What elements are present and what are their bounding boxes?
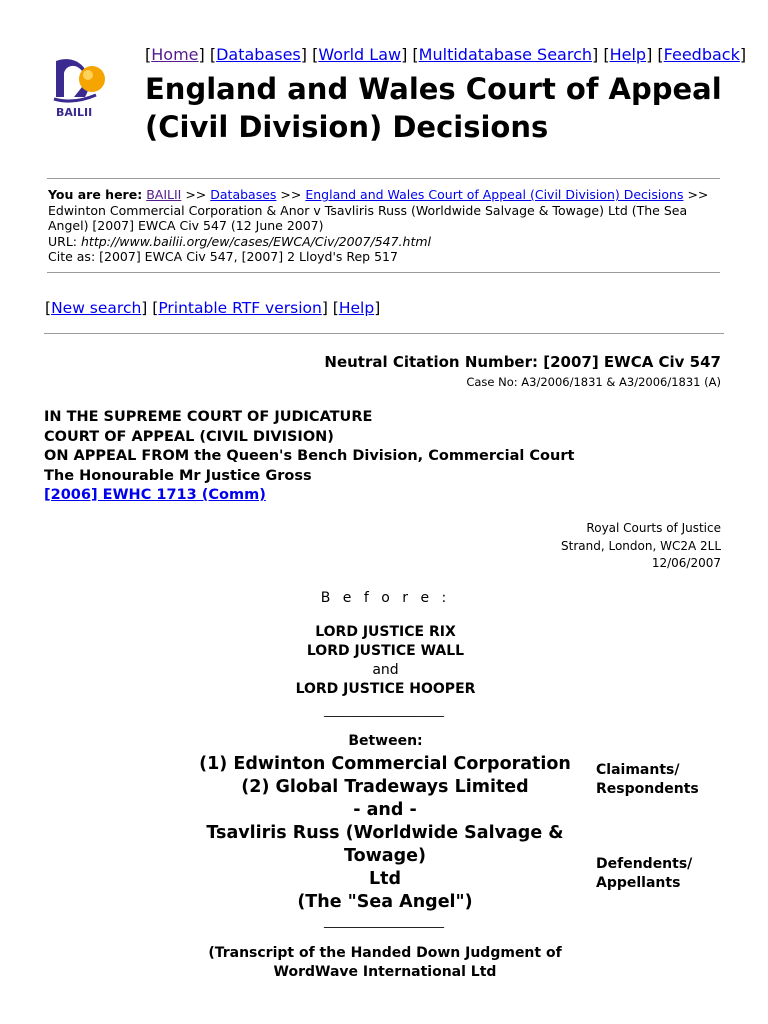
claimant-name: (1) Edwinton Commercial Corporation [199, 754, 571, 774]
breadcrumb-prefix: You are here: [48, 187, 143, 202]
bailii-logo-icon[interactable] [52, 53, 114, 119]
court-line: The Honourable Mr Justice Gross [44, 467, 312, 484]
page-title-line-2: (Civil Division) Decisions [145, 110, 549, 144]
judge-name: LORD JUSTICE WALL [306, 643, 465, 659]
breadcrumb-separator: >> [280, 187, 302, 202]
nav-feedback-link[interactable]: Feedback [663, 45, 740, 64]
court-line: ON APPEAL FROM the Queen's Bench Division, Commercial Court [44, 448, 575, 464]
case-number: Case No: A3/2006/1831 & A3/2006/1831 (A) [466, 375, 721, 389]
venue-line: Royal Courts of Justice [586, 521, 721, 535]
action-links: [New search] [Printable RTF version] [Help] [45, 299, 381, 317]
parties-block [175, 753, 595, 914]
before-heading: B e f o r e : [320, 590, 451, 606]
judge-name: LORD JUSTICE RIX [315, 624, 456, 640]
role-line: Appellants [596, 875, 681, 891]
case-title: Edwinton Commercial Corporation & Anor v Tsavliris Russ (Worldwide Salvage & Towage) Ltd (The Sea Angel) [2007] EWCA Civ 547 (12 June 2007) [48, 202, 688, 233]
defendants-role [596, 855, 692, 893]
transcript-note [175, 944, 595, 982]
claimant-name: (2) Global Tradeways Limited [241, 777, 529, 797]
case-url: http://www.bailii.org/ew/cases/EWCA/Civ/2007/547.html [81, 233, 431, 249]
defendant-name: (The "Sea Angel") [297, 892, 473, 912]
cite-label: Cite as: [48, 249, 96, 264]
page-title [145, 70, 722, 146]
breadcrumb-databases-link[interactable]: Databases [210, 187, 277, 202]
court-block [44, 408, 574, 506]
nav-multidatabase-search-link[interactable]: Multidatabase Search [418, 45, 593, 64]
logo-text: BAILII [56, 106, 93, 119]
role-line: Respondents [596, 781, 699, 797]
venue-block [561, 520, 721, 573]
claimants-role [596, 761, 699, 799]
page-title-line-1: England and Wales Court of Appeal [145, 72, 722, 106]
breadcrumb [48, 187, 728, 265]
judges-list [243, 623, 528, 699]
breadcrumb-separator: >> [687, 187, 709, 202]
separator-rule: ____________________ [324, 914, 444, 928]
and-separator: - and - [353, 800, 417, 820]
nav-help-link[interactable]: Help [609, 45, 647, 64]
court-line: IN THE SUPREME COURT OF JUDICATURE [44, 409, 373, 425]
breadcrumb-separator: >> [185, 187, 207, 202]
role-line: Claimants/ [596, 762, 680, 778]
judge-name: LORD JUSTICE HOOPER [295, 681, 476, 697]
breadcrumb-bailii-link[interactable]: BAILII [146, 187, 182, 202]
defendant-name: Tsavliris Russ (Worldwide Salvage & Towage) [206, 823, 564, 866]
venue-line: Strand, London, WC2A 2LL [561, 538, 721, 553]
nav-databases-link[interactable]: Databases [216, 45, 301, 64]
neutral-citation: Neutral Citation Number: [2007] EWCA Civ 547 [324, 353, 721, 371]
judges-and: and [372, 662, 399, 678]
help-link[interactable]: Help [338, 299, 375, 317]
role-line: Defendents/ [596, 856, 693, 872]
cite-value: [2007] EWCA Civ 547, [2007] 2 Lloyd's Rep 517 [99, 249, 398, 264]
nav-world-law-link[interactable]: World Law [318, 45, 402, 64]
judgment-date: 12/06/2007 [651, 556, 721, 570]
lower-court-judgment-link[interactable]: [2006] EWHC 1713 (Comm) [44, 487, 266, 503]
between-heading: Between: [348, 733, 423, 749]
top-navigation: [Home] [Databases] [World Law] [Multidatabase Search] [Help] [Feedback] [145, 45, 747, 64]
divider [47, 272, 720, 273]
divider [47, 178, 720, 179]
separator-rule: ____________________ [324, 703, 444, 717]
new-search-link[interactable]: New search [51, 299, 142, 317]
transcript-line: (Transcript of the Handed Down Judgment of [208, 945, 562, 961]
divider [44, 333, 724, 334]
court-line: COURT OF APPEAL (CIVIL DIVISION) [44, 428, 334, 445]
defendant-name: Ltd [368, 869, 402, 889]
breadcrumb-ewca-civ-link[interactable]: England and Wales Court of Appeal (Civil Division) Decisions [305, 187, 684, 202]
url-label: URL: [48, 233, 78, 249]
nav-home-link[interactable]: Home [151, 45, 199, 64]
transcript-line: WordWave International Ltd [273, 964, 497, 980]
printable-rtf-link[interactable]: Printable RTF version [158, 299, 322, 317]
